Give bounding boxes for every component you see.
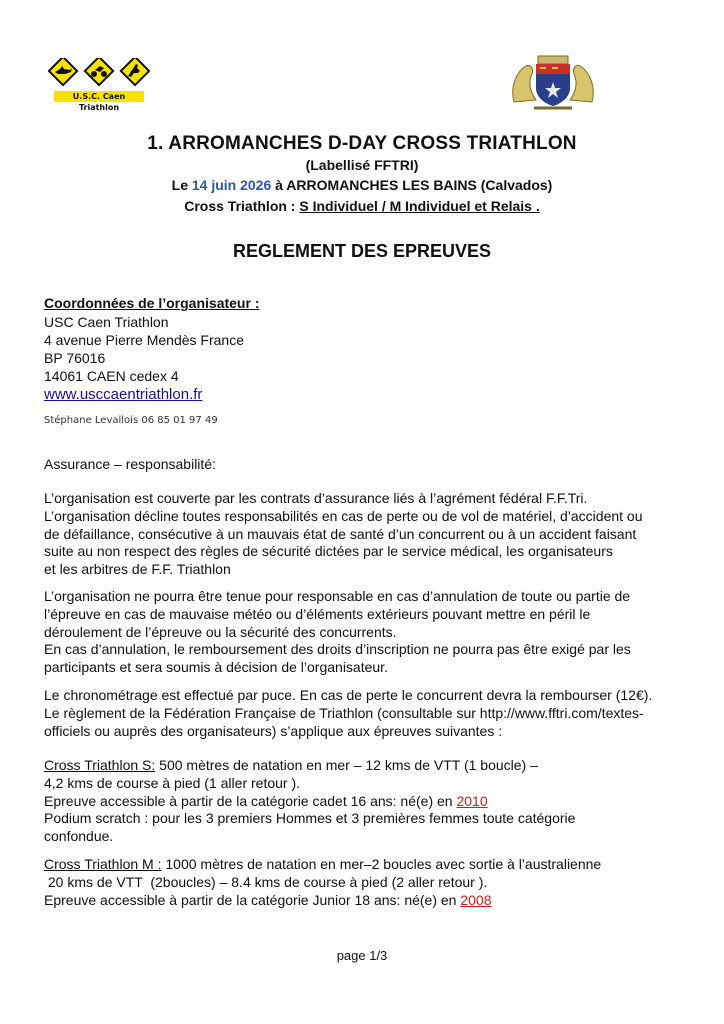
- shark-sign-icon: [49, 58, 77, 85]
- address-line: USC Caen Triathlon: [44, 314, 169, 330]
- club-signs: [48, 58, 150, 88]
- formats: S Individuel / M Individuel et Relais .: [299, 198, 540, 214]
- race-s-year: 2010: [456, 792, 488, 809]
- club-logo: [46, 58, 152, 112]
- race-s-line1: 500 mètres de natation en mer – 12 kms de VTT (1 boucle) –: [155, 757, 538, 773]
- race-s-podium: Podium scratch : pour les 3 premiers Hommes et 3 premières femmes toute catégorie: [44, 810, 576, 827]
- address-line: 4 avenue Pierre Mendès France: [44, 332, 244, 348]
- text-line: de défaillance, consécutive à un mauvais état de santé d’un concurrent ou à un accident faisant: [44, 525, 637, 542]
- text-line: En cas d’annulation, le remboursement des droits d’inscription ne pourra pas être exigé par les: [44, 641, 631, 658]
- race-s-line2: 4,2 kms de course à pied (1 aller retour ).: [44, 774, 301, 791]
- text-line: L’organisation décline toutes responsabilités en cas de perte ou de vol de matériel, d’accident ou: [44, 507, 643, 524]
- coat-of-arms-icon: [508, 52, 598, 114]
- text-line: Le règlement de la Fédération Française de Triathlon (consultable sur http://www.fftri.com/textes-: [44, 704, 644, 721]
- organizer-contact: Stéphane Levallois 06 85 01 97 49: [44, 415, 218, 426]
- race-m-line2: 20 kms de VTT (2boucles) – 8.4 kms de course à pied (2 aller retour ).: [44, 873, 488, 890]
- insurance-paragraph-2: [44, 588, 704, 677]
- race-m-label: Cross Triathlon M :: [44, 856, 162, 872]
- address-line: 14061 CAEN cedex 4: [44, 368, 179, 384]
- text-line: officiels ou auprès des organisateurs) s’applique aux épreuves suivantes :: [44, 722, 503, 739]
- race-s: [44, 757, 704, 846]
- event-title: 1. ARROMANCHES D-DAY CROSS TRIATHLON: [147, 133, 577, 154]
- regulation-title: [0, 241, 724, 262]
- race-m-line1: 1000 mètres de natation en mer–2 boucles avec sortie à l’australienne: [161, 856, 602, 872]
- race-s-podium-cont: confondue.: [44, 828, 114, 845]
- label-line: (Labellisé FFTRI): [305, 157, 419, 173]
- organizer-address: [44, 313, 244, 404]
- cyclist-sign-icon: [85, 58, 113, 85]
- text-line: Le chronométrage est effectué par puce. En cas de perte le concurrent devra la rembourser (12€).: [44, 687, 653, 703]
- formats-prefix: Cross Triathlon :: [184, 198, 300, 214]
- website-link[interactable]: www.usccaentriathlon.fr: [44, 386, 203, 403]
- insurance-heading: Assurance – responsabilité:: [44, 456, 216, 472]
- regulation-title-text: REGLEMENT DES EPREUVES: [232, 241, 492, 261]
- page-number: page 1/3: [336, 948, 388, 963]
- race-m-eligibility: Epreuve accessible à partir de la catégorie Junior 18 ans: né(e) en: [44, 891, 461, 908]
- race-s-label: Cross Triathlon S:: [44, 757, 156, 773]
- text-line: participants et sera soumis à décision de l’organisateur.: [44, 659, 388, 676]
- insurance-paragraph-1: [44, 490, 704, 579]
- race-s-eligibility: Epreuve accessible à partir de la catégorie cadet 16 ans: né(e) en: [44, 792, 457, 809]
- event-date: 14 juin 2026: [191, 177, 272, 193]
- text-line: L’organisation est couverte par les contrats d’assurance liés à l’agrément fédéral F.F.Tri.: [44, 490, 588, 506]
- race-m: [44, 856, 704, 909]
- date-suffix: à ARROMANCHES LES BAINS (Calvados): [271, 177, 553, 193]
- organizer-heading: Coordonnées de l’organisateur :: [44, 295, 260, 311]
- date-line: [0, 177, 724, 193]
- text-line: déroulement de l’épreuve ou la sécurité des concurrents.: [44, 623, 397, 640]
- text-line: l’épreuve en cas de mauvaise météo ou d’éléments extérieurs pouvant mettre en péril le: [44, 605, 591, 622]
- text-line: L’organisation ne pourra être tenue pour responsable en cas d’annulation de toute ou partie de: [44, 588, 631, 604]
- text-line: suite au non respect des règles de sécurité dictées par le service médical, les organisateurs: [44, 543, 613, 560]
- club-banner: U.S.C. Caen Triathlon: [54, 91, 144, 102]
- address-line: BP 76016: [44, 350, 106, 366]
- date-prefix: Le: [171, 177, 192, 193]
- kangaroo-sign-icon: [121, 58, 149, 85]
- formats-line: [0, 198, 724, 214]
- text-line: et les arbitres de F.F. Triathlon: [44, 561, 231, 578]
- insurance-paragraph-3: [44, 687, 704, 740]
- race-m-year: 2008: [460, 891, 492, 908]
